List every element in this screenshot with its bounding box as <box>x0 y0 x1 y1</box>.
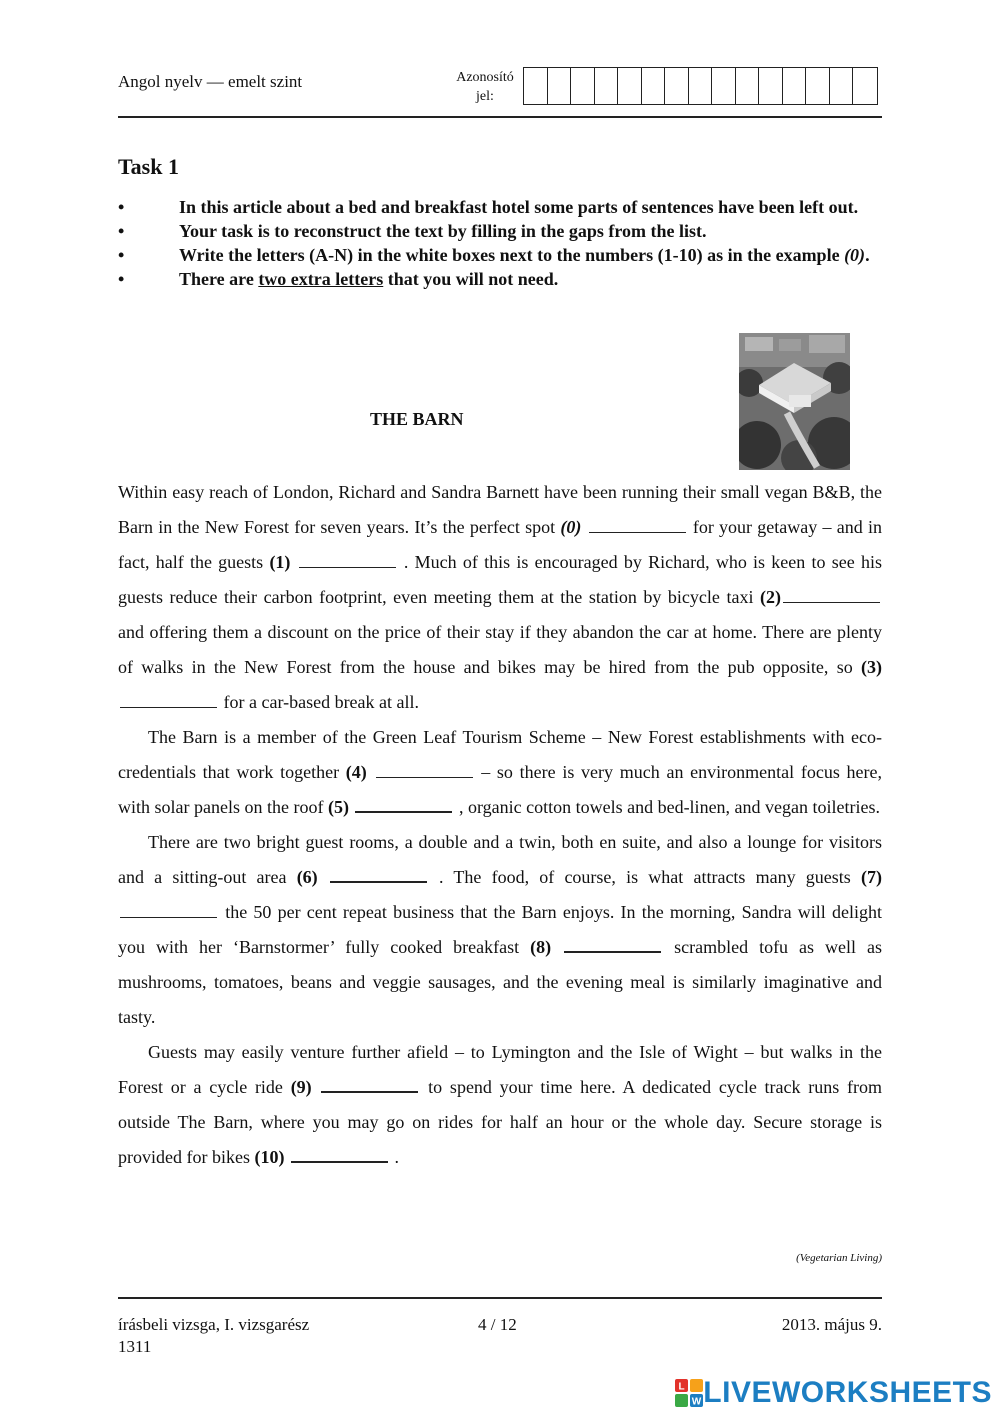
article-source: (Vegetarian Living) <box>796 1252 882 1264</box>
article-text: – so there is very much an environmental focus here, with solar panels on the roof <box>118 762 883 817</box>
id-label-line2: jel: <box>476 89 494 104</box>
instruction-text-end: . <box>865 245 870 265</box>
instruction-text-end: that you will not need. <box>383 269 559 289</box>
bullet-icon: • <box>118 269 125 289</box>
gap-5-blank[interactable] <box>355 793 452 813</box>
id-code-box <box>618 68 642 104</box>
article-text: Guests may easily venture further afield – to Lymington and the Isle of Wight – but walks in the Forest or a cycle ride <box>118 1042 882 1097</box>
instruction-text: Write the letters (A-N) in the white boxes next to the numbers (1-10) as in the example <box>179 245 845 265</box>
instruction-text: In this article about a bed and breakfast hotel some parts of sentences have been left out. <box>179 197 859 217</box>
footer-exam-info <box>118 1314 309 1358</box>
gap-number: (3) <box>861 657 882 677</box>
gap-6-blank[interactable] <box>330 863 427 883</box>
article-paragraph-3 <box>118 825 882 1035</box>
id-code-box <box>524 68 548 104</box>
gap-number: (7) <box>861 867 882 887</box>
article-text: The Barn is a member of the Green Leaf Tourism Scheme – New Forest establishments with eco-credentials that work together <box>118 727 882 782</box>
gap-9-blank[interactable] <box>321 1073 418 1093</box>
id-code-box <box>853 68 877 104</box>
gap-number: (9) <box>290 1077 312 1097</box>
id-code-box <box>806 68 830 104</box>
id-label <box>448 68 522 106</box>
footer-exam-name: írásbeli vizsga, I. vizsgarész <box>118 1315 310 1334</box>
bullet-icon: • <box>118 197 125 217</box>
bullet-icon: • <box>118 245 125 265</box>
gap-number: (5) <box>327 797 349 817</box>
id-code-box <box>548 68 572 104</box>
article-paragraph-1 <box>118 475 882 720</box>
gap-number: (4) <box>345 762 367 782</box>
footer-exam-code: 1311 <box>118 1337 152 1356</box>
id-code-box <box>571 68 595 104</box>
footer-divider <box>118 1297 882 1299</box>
liveworksheets-wordmark: LIVEWORKSHEETS <box>703 1376 992 1409</box>
instruction-item <box>118 243 882 267</box>
id-code-box <box>642 68 666 104</box>
article-text: . Much of this is encouraged by Richard, who is keen to see his guests reduce their carbon footprint, even meeting them at the station by bicycle taxi <box>118 552 883 607</box>
bullet-icon: • <box>118 221 125 241</box>
instruction-item <box>118 219 882 243</box>
id-code-box <box>736 68 760 104</box>
gap-7-blank[interactable] <box>120 899 217 918</box>
gap-number: (8) <box>530 937 552 957</box>
gap-number: (1) <box>269 552 291 572</box>
article-text: to spend your time here. A dedicated cycle track runs from outside The Barn, where you may go on rides for half an hour or the whole day. Secure storage is provided for bikes <box>118 1077 883 1167</box>
task-title: Task 1 <box>118 154 179 179</box>
gap-number: (2) <box>760 587 781 607</box>
article-text: the 50 per cent repeat business that the Barn enjoys. In the morning, Sandra will delight you with her ‘Barnstormer’ fully cooked breakfast <box>118 902 882 957</box>
gap-10-blank[interactable] <box>291 1143 388 1163</box>
id-code-box <box>712 68 736 104</box>
id-code-box <box>665 68 689 104</box>
article-text: . The food, of course, is what attracts many guests <box>428 867 861 887</box>
instruction-item <box>118 195 882 219</box>
exam-date: 2013. május 9. <box>781 1315 882 1334</box>
instruction-text: Your task is to reconstruct the text by filling in the gaps from the list. <box>179 221 707 241</box>
gap-4-blank[interactable] <box>376 759 473 778</box>
article-text: , organic cotton towels and bed-linen, and vegan toiletries. <box>454 797 881 817</box>
article-text: for a car-based break at all. <box>219 692 420 712</box>
svg-text:W: W <box>692 1396 702 1407</box>
gap-2-blank[interactable] <box>783 584 880 603</box>
instructions-list <box>118 195 882 291</box>
instruction-text: There are <box>179 269 259 289</box>
article-body <box>118 475 882 1175</box>
header-divider <box>118 116 882 118</box>
gap-number: (0) <box>560 517 582 537</box>
article-paragraph-4 <box>118 1035 882 1175</box>
gap-number: (10) <box>254 1147 285 1167</box>
gap-1-blank[interactable] <box>299 549 396 568</box>
liveworksheets-logo <box>675 1376 992 1410</box>
underlined-text: two extra letters <box>258 269 384 289</box>
gap-0-blank <box>589 514 686 533</box>
article-text: Within easy reach of London, Richard and Sandra Barnett have been running their small vegan B&B, the Barn in the New Forest for seven years. It’s the perfect spot <box>118 482 882 537</box>
gap-8-blank[interactable] <box>564 933 661 953</box>
id-label-line1: Azonosító <box>456 70 514 85</box>
id-code-boxes <box>523 67 878 105</box>
article-paragraph-2 <box>118 720 882 825</box>
id-code-box <box>689 68 713 104</box>
gap-3-blank[interactable] <box>120 689 217 708</box>
page-number: 4 / 12 <box>478 1315 517 1334</box>
instruction-item <box>118 267 882 291</box>
id-code-box <box>783 68 807 104</box>
article-text: . <box>389 1147 399 1167</box>
id-code-box <box>830 68 854 104</box>
hotel-aerial-photo <box>739 333 850 470</box>
article-text: There are two bright guest rooms, a double and a twin, both en suite, and also a lounge for visitors and a sitting-out area <box>118 832 882 887</box>
article-title: THE BARN <box>370 409 464 429</box>
exam-subject-header: Angol nyelv — emelt szint <box>118 72 303 91</box>
id-code-box <box>759 68 783 104</box>
example-marker: (0) <box>844 245 866 265</box>
liveworksheets-logo-icon <box>675 1379 703 1407</box>
article-text: for your getaway – and in fact, half the guests <box>118 517 882 572</box>
id-code-box <box>595 68 619 104</box>
article-text: and offering them a discount on the price of their stay if they abandon the car at home. There are plenty of walks in the New Forest from the house and bikes may be hired from the pub opposite, so <box>118 622 882 677</box>
gap-number: (6) <box>296 867 318 887</box>
svg-text:L: L <box>678 1381 685 1393</box>
article-text: scrambled tofu as well as mushrooms, tomatoes, beans and veggie sausages, and the evening meal is similarly imaginative and tasty. <box>118 937 883 1027</box>
